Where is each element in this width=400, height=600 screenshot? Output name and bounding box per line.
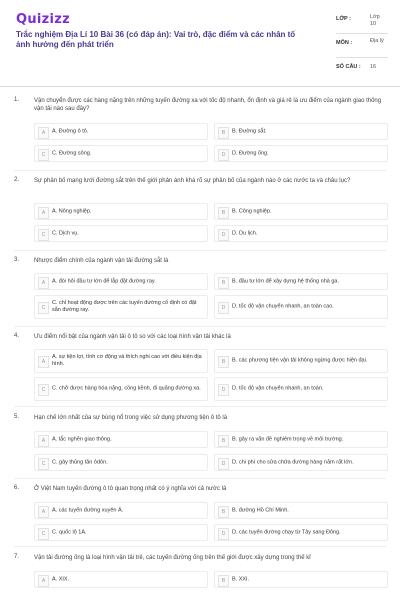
option-text: D. chi phí cho sửa chữa đường hàng năm rất lớn. <box>232 459 354 465</box>
meta-subject-label: MÔN : <box>336 40 353 46</box>
option-d[interactable] <box>214 145 388 162</box>
divider <box>14 170 386 171</box>
option-b[interactable] <box>214 571 388 588</box>
option-c[interactable] <box>34 377 208 401</box>
divider <box>336 57 388 58</box>
option-text: C. chỉ hoạt động được trên các tuyến đường cố định có đặt sẵn đường ray. <box>52 300 197 313</box>
meta-subject-value: Địa lý <box>370 38 384 44</box>
option-a[interactable] <box>34 123 208 140</box>
option-text: B. đường Hồ Chí Minh. <box>232 507 289 513</box>
option-letter: C <box>38 229 49 241</box>
option-c[interactable] <box>34 454 208 471</box>
question-number: 3. <box>14 257 20 263</box>
divider <box>14 478 386 479</box>
question-number: 4. <box>14 333 20 339</box>
option-b[interactable] <box>214 203 388 220</box>
divider <box>14 546 386 547</box>
divider <box>14 406 386 407</box>
option-a[interactable] <box>34 431 208 448</box>
question-text: Vận chuyển được các hàng nặng trên những tuyến đường xa với tốc độ nhanh, ổn định và giá rẻ là ưu điểm của ngành giao thông vận tải nào sau đây? <box>34 98 382 112</box>
option-letter: B <box>218 207 229 219</box>
question-text: Sự phân bố mạng lưới đường sắt trên thế giới phản ánh khá rõ sự phân bố của ngành nào ở các nước ta và châu lục? <box>34 178 351 184</box>
option-letter: D <box>218 458 229 470</box>
option-letter: A <box>38 356 49 368</box>
option-letter: D <box>218 528 229 540</box>
question-text: Vận tải đường ống là loại hình vận tải trẻ, các tuyến đường ống trên thế giới được xây dựng trong thế kỉ <box>34 555 311 561</box>
option-b[interactable] <box>214 123 388 140</box>
option-text: A. Nông nghiệp. <box>52 208 92 214</box>
option-a[interactable] <box>34 203 208 220</box>
option-text: D. Đường ống. <box>232 150 269 156</box>
option-text: B. Đường sắt. <box>232 128 267 134</box>
meta-count-label: SỐ CÂU : <box>336 64 361 70</box>
option-d[interactable] <box>214 454 388 471</box>
option-b[interactable] <box>214 431 388 448</box>
option-text: A. Đường ô tô. <box>52 128 89 134</box>
meta-count <box>336 62 388 78</box>
option-letter: C <box>38 149 49 161</box>
option-a[interactable] <box>34 349 208 373</box>
option-b[interactable] <box>214 502 388 519</box>
question-2 <box>0 177 400 249</box>
option-text: A. đòi hỏi đầu tư lớn để lắp đặt đường ray. <box>52 278 156 284</box>
option-letter: B <box>218 575 229 587</box>
option-letter: B <box>218 356 229 368</box>
option-text: C. Đường sông. <box>52 150 92 156</box>
meta-class-label: LỚP : <box>336 16 351 22</box>
question-text: Nhược điểm chính của ngành vận tải đường sắt là <box>34 258 169 264</box>
option-letter: C <box>38 528 49 540</box>
option-letter: D <box>218 149 229 161</box>
divider <box>336 33 388 34</box>
question-7 <box>0 554 400 600</box>
option-letter: C <box>38 302 49 314</box>
option-c[interactable] <box>34 145 208 162</box>
page-title: Trắc nghiệm Địa Lí 10 Bài 36 (có đáp án): Vai trò, đặc điểm và các nhân tố ảnh hưởng đến phát triển <box>16 30 296 49</box>
option-text: A. tắc nghẽn giao thông. <box>52 436 112 442</box>
option-c[interactable] <box>34 225 208 242</box>
option-text: A. XIX. <box>52 576 70 582</box>
question-3 <box>0 257 400 325</box>
divider <box>14 250 386 251</box>
option-text: D. tốc độ vận chuyển nhanh, an toàn cao. <box>232 303 334 310</box>
worksheet-header <box>0 0 400 87</box>
quizizz-logo: Quizizz <box>16 12 71 27</box>
meta-subject <box>336 38 388 62</box>
option-letter: A <box>38 127 49 139</box>
question-6 <box>0 485 400 545</box>
option-text: C. gây thủng tần ôdôn. <box>52 459 108 465</box>
option-text: B. Công nghiệp. <box>232 208 272 214</box>
meta-class-value: Lớp 10 <box>370 14 380 27</box>
option-text: D. Du lịch. <box>232 230 258 236</box>
option-a[interactable] <box>34 571 208 588</box>
option-letter: C <box>38 458 49 470</box>
question-5 <box>0 414 400 478</box>
divider <box>14 326 386 327</box>
option-c[interactable] <box>34 524 208 541</box>
option-b[interactable] <box>214 273 388 290</box>
option-text: C. Dịch vụ. <box>52 230 79 236</box>
option-a[interactable] <box>34 502 208 519</box>
option-text: B. XXI. <box>232 576 250 582</box>
option-d[interactable] <box>214 295 388 319</box>
question-number: 1. <box>14 97 20 103</box>
option-d[interactable] <box>214 377 388 401</box>
option-letter: B <box>218 127 229 139</box>
question-4 <box>0 333 400 405</box>
option-letter: D <box>218 384 229 396</box>
meta-class <box>336 14 388 38</box>
meta-panel <box>336 14 388 78</box>
meta-count-value: 16 <box>370 64 377 70</box>
option-text: B. đầu tư lớn để xây dựng hệ thống nhà ga. <box>232 278 339 284</box>
question-text: Hạn chế lớn nhất của sự bùng nổ trong việc sử dụng phương tiện ô tô là <box>34 415 228 421</box>
question-text: Ưu điểm nổi bật của ngành vận tải ô tô so với các loại hình vận tải khác là <box>34 334 231 340</box>
option-letter: A <box>38 575 49 587</box>
option-c[interactable] <box>34 295 208 319</box>
option-letter: B <box>218 277 229 289</box>
option-letter: A <box>38 506 49 518</box>
question-number: 5. <box>14 414 20 420</box>
option-letter: D <box>218 229 229 241</box>
option-text: B. các phương tiện vận tải không ngừng được hiện đại. <box>232 357 368 364</box>
question-text: Ở Việt Nam tuyến đường ô tô quan trọng nhất có ý nghĩa với cả nước là <box>34 486 227 492</box>
option-text: D. tốc độ vận chuyển nhanh, an toàn. <box>232 385 324 392</box>
question-1 <box>0 97 400 169</box>
option-text: B. gây ra vấn đề nghiêm trọng về môi trường. <box>232 436 344 442</box>
question-number: 2. <box>14 177 20 183</box>
option-text: C. quốc lộ 1A. <box>52 529 87 535</box>
option-letter: A <box>38 435 49 447</box>
option-letter: B <box>218 435 229 447</box>
question-number: 7. <box>14 554 20 560</box>
option-text: C. chở được hàng hóa nặng, cồng kềnh, đi quãng đường xa. <box>52 385 201 392</box>
option-d[interactable] <box>214 524 388 541</box>
option-d[interactable] <box>214 225 388 242</box>
option-letter: A <box>38 207 49 219</box>
option-b[interactable] <box>214 349 388 373</box>
option-letter: A <box>38 277 49 289</box>
option-letter: B <box>218 506 229 518</box>
option-text: A. các tuyến đường xuyên Á. <box>52 507 124 513</box>
option-a[interactable] <box>34 273 208 290</box>
option-text: D. các tuyến đường chạy từ Tây sang Đông. <box>232 529 341 535</box>
question-number: 6. <box>14 485 20 491</box>
option-letter: C <box>38 384 49 396</box>
option-text: A. sự tiện lợi, tính cơ động và thích nghi cao với điều kiện địa hình. <box>52 354 202 367</box>
option-letter: D <box>218 302 229 314</box>
